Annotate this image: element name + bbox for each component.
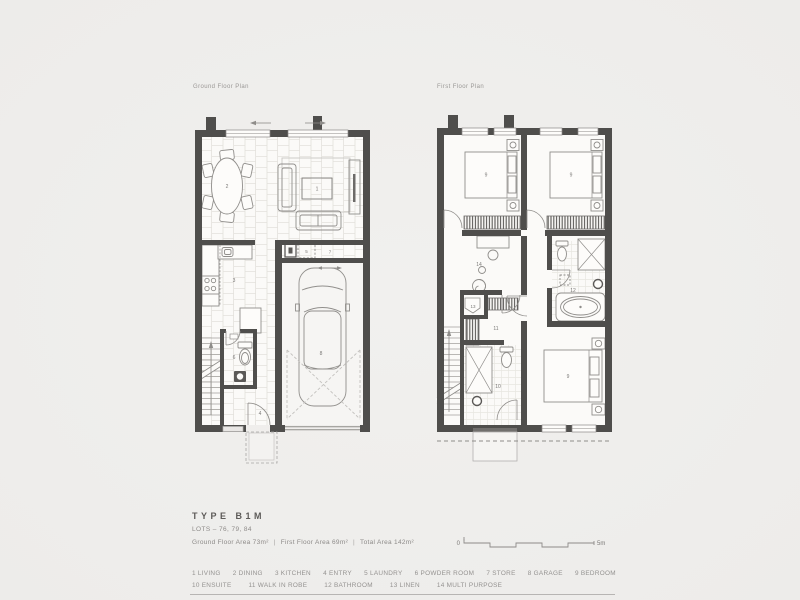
lots-line: LOTS – 76, 79, 84 bbox=[192, 526, 252, 533]
robe-hatch bbox=[464, 216, 521, 229]
ground-floor-plan-title: Ground Floor Plan bbox=[193, 84, 249, 90]
toilet-cistern bbox=[238, 342, 252, 348]
front-canopy bbox=[437, 428, 612, 461]
dining-chair bbox=[241, 195, 253, 210]
room-label-bedroom: 9 bbox=[484, 172, 488, 179]
toilet bbox=[502, 353, 512, 368]
headboard bbox=[593, 156, 601, 173]
headboard bbox=[508, 156, 516, 173]
legend-item: 6 POWDER ROOM bbox=[414, 570, 475, 577]
cooktop bbox=[202, 276, 219, 294]
legend-item: 8 GARAGE bbox=[527, 570, 563, 577]
ground-area: Ground Floor Area 73m² bbox=[192, 539, 269, 546]
legend-item: 12 BATHROOM bbox=[324, 582, 373, 589]
legend-item: 5 LAUNDRY bbox=[364, 570, 403, 577]
scale-zero-label: 0 bbox=[456, 541, 460, 547]
toilet-cistern bbox=[556, 241, 568, 246]
area-separator: | bbox=[353, 539, 356, 546]
washbasin bbox=[594, 280, 603, 289]
room-label-ensuite: 10 bbox=[495, 384, 501, 390]
robe-hatch bbox=[488, 298, 518, 310]
laundry-tub bbox=[230, 334, 238, 339]
dining-chair bbox=[202, 195, 214, 210]
step bbox=[223, 427, 243, 432]
toilet-cistern bbox=[500, 347, 513, 352]
legend-item: 9 BEDROOM bbox=[574, 570, 616, 577]
room-label-bedroom: 9 bbox=[569, 172, 573, 179]
room-label-bathroom: 12 bbox=[570, 288, 576, 294]
legend-item: 1 LIVING bbox=[192, 570, 221, 577]
legend-item: 14 MULTI PURPOSE bbox=[436, 582, 503, 589]
legend-item: 10 ENSUITE bbox=[192, 582, 232, 589]
legend-item: 7 STORE bbox=[486, 570, 516, 577]
room-label-bedroom: 9 bbox=[566, 374, 570, 380]
legend-item: 11 WALK IN ROBE bbox=[248, 582, 308, 589]
total-area: Total Area 142m² bbox=[360, 539, 414, 546]
scale-max-label: 5m bbox=[597, 541, 606, 547]
first-floor-plan-drawing bbox=[432, 112, 622, 467]
garage-floor bbox=[282, 263, 363, 425]
legend-item: 13 LINEN bbox=[389, 582, 420, 589]
legend-item: 3 KITCHEN bbox=[274, 570, 311, 577]
room-label-laundry: 5 bbox=[305, 249, 308, 254]
legend-row-2 bbox=[192, 582, 616, 589]
wall-pier bbox=[448, 115, 458, 129]
garage-door bbox=[285, 427, 360, 430]
legend-row-1 bbox=[192, 570, 616, 577]
legend-item: 2 DINING bbox=[232, 570, 263, 577]
tv-icon bbox=[353, 174, 356, 202]
dining-chair bbox=[241, 163, 253, 178]
room-label-linen: 13 bbox=[470, 304, 476, 309]
headboard bbox=[590, 357, 599, 375]
room-label-store: 7 bbox=[328, 249, 332, 255]
wall-pier bbox=[504, 115, 514, 129]
toilet bbox=[558, 247, 567, 261]
room-label-wir: 11 bbox=[493, 326, 499, 332]
room-label-kitchen: 3 bbox=[232, 278, 236, 284]
room-label-living: 1 bbox=[315, 186, 319, 193]
washbasin bbox=[237, 373, 243, 379]
footer-divider bbox=[190, 594, 615, 595]
scale-bar-steps bbox=[464, 539, 594, 547]
room-label-multi: 14 bbox=[476, 262, 482, 268]
first-area: First Floor Area 69m² bbox=[280, 539, 349, 546]
first-floor-plan-title: First Floor Plan bbox=[437, 84, 485, 90]
legend-item: 4 ENTRY bbox=[323, 570, 352, 577]
plan-type-title: TYPE B1M bbox=[192, 511, 266, 521]
room-label-garage: 8 bbox=[319, 351, 323, 357]
canopy-outline bbox=[473, 432, 517, 461]
robe-hatch bbox=[547, 216, 605, 229]
garage-dividing-wall bbox=[275, 240, 282, 425]
stair-wall bbox=[220, 329, 224, 425]
room-legend bbox=[192, 570, 616, 589]
wall-pier bbox=[206, 117, 216, 131]
areas-line bbox=[192, 539, 414, 546]
washbasin bbox=[473, 397, 482, 406]
ground-floor-plan-drawing bbox=[190, 112, 380, 467]
duct-mark bbox=[289, 248, 293, 254]
scale-bar bbox=[452, 535, 617, 551]
room-label-entry: 4 bbox=[258, 411, 262, 417]
room-label-powder: 6 bbox=[232, 355, 236, 361]
room-label-dining: 2 bbox=[225, 184, 229, 190]
kitchen-bench bbox=[202, 245, 219, 306]
bedroom-dividing-wall bbox=[521, 135, 527, 230]
area-separator: | bbox=[273, 539, 276, 546]
